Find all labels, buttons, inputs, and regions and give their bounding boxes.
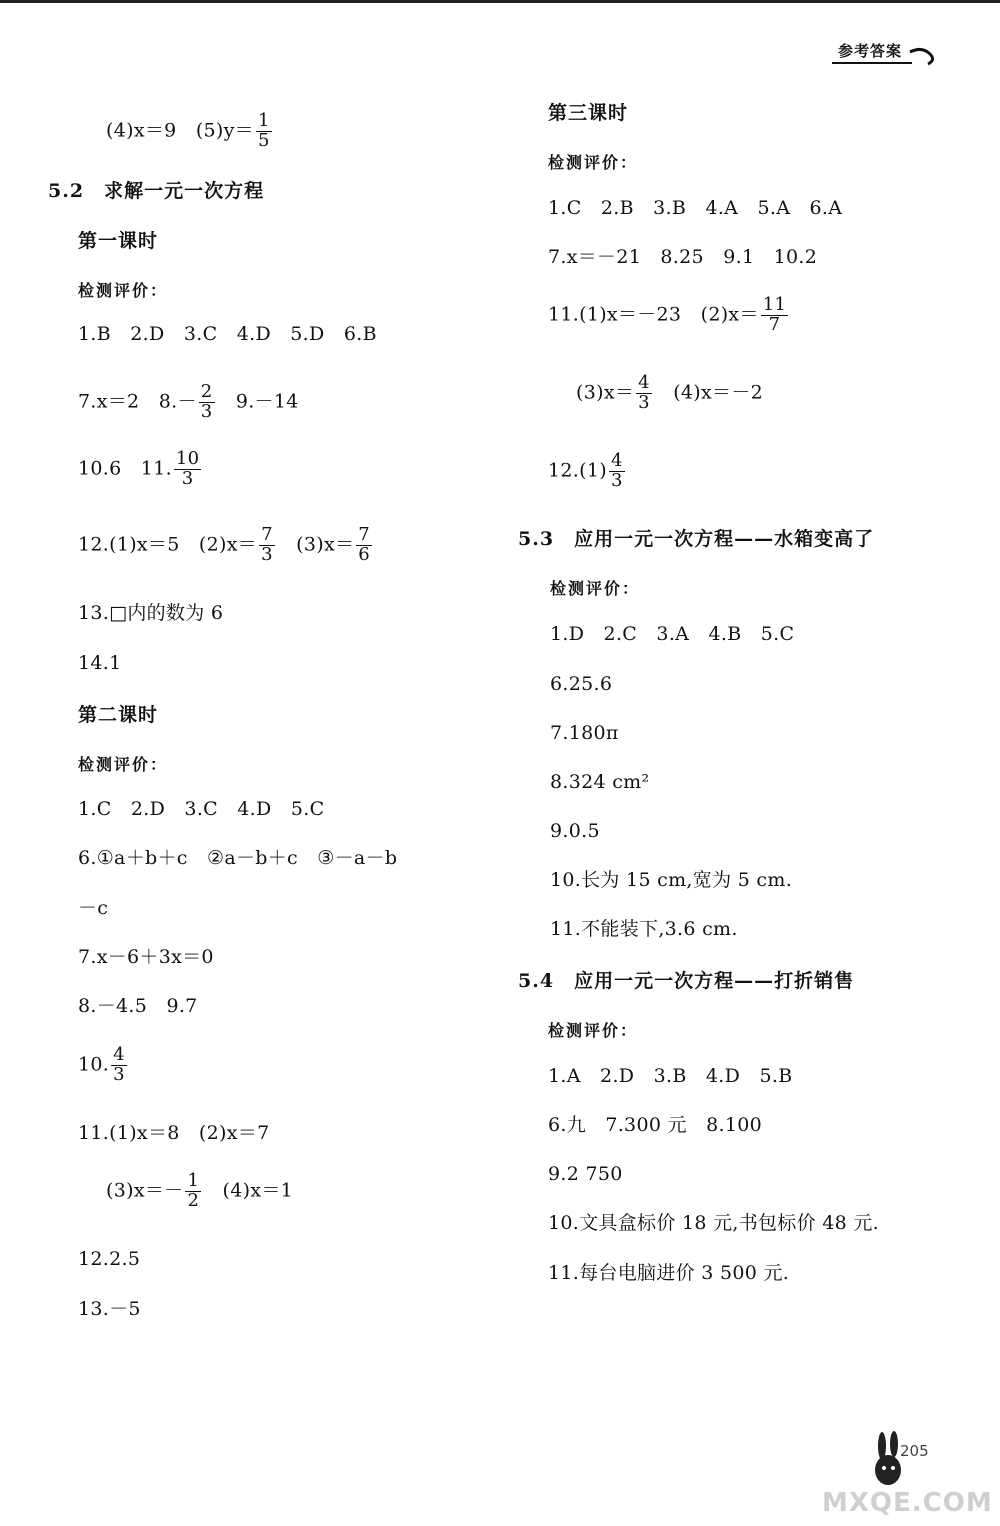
answer-line: 9.2 750 — [548, 1163, 623, 1185]
answer-line: 1.A 2.D 3.B 4.D 5.B — [548, 1065, 793, 1087]
lesson-title-2: 第二课时 — [78, 704, 159, 726]
header-underline — [832, 62, 912, 64]
answer-line: 12.(1) $\frac{4}{3}$ — [548, 450, 623, 491]
answer-line: 6.25.6 — [550, 673, 613, 695]
answer-line: 6.①a＋b＋c ②a－b＋c ③－a－b — [78, 847, 398, 869]
rabbit-mascot-icon — [868, 1430, 908, 1490]
answer-line: 10.文具盒标价 18 元,书包标价 48 元. — [548, 1212, 880, 1234]
answer-line: 9.0.5 — [550, 820, 600, 842]
section-heading-5-3: 5.3 应用一元一次方程——水箱变高了 — [518, 528, 875, 550]
fraction: $\frac{4}{3}$ — [638, 372, 650, 413]
answer-line: 11.(1)x＝－23 (2)x＝ $\frac{11}{7}$ — [548, 294, 787, 335]
answer-line: 10.长为 15 cm,宽为 5 cm. — [550, 869, 793, 891]
answer-line: 10.6 11. $\frac{10}{3}$ — [78, 448, 200, 489]
answer-line: 1.B 2.D 3.C 4.D 5.D 6.B — [78, 323, 377, 345]
curl-arrow-icon — [908, 44, 938, 68]
fraction: $\frac{2}{3}$ — [200, 381, 213, 422]
fraction: $\frac{7}{6}$ — [358, 524, 371, 565]
evaluation-label: 检测评价： — [78, 755, 169, 774]
fraction: $\frac{1}{2}$ — [187, 1170, 200, 1211]
fraction: $\frac{1}{5}$ — [257, 110, 270, 151]
answer-line: (3)x＝－ $\frac{1}{2}$ (4)x＝1 — [106, 1170, 294, 1211]
top-rule — [0, 0, 1000, 3]
answer-line: 7.180π — [550, 722, 619, 744]
fraction: $\frac{7}{3}$ — [261, 524, 273, 565]
answer-line: －c — [78, 897, 109, 919]
evaluation-label: 检测评价： — [548, 153, 639, 172]
answer-line: 11.(1)x＝8 (2)x＝7 — [78, 1122, 270, 1144]
answer-line: 1.D 2.C 3.A 4.B 5.C — [550, 623, 795, 645]
answer-line: 6.九 7.300 元 8.100 — [548, 1114, 763, 1136]
answer-line: 1.C 2.D 3.C 4.D 5.C — [78, 798, 325, 820]
answer-line: (3)x＝ $\frac{4}{3}$ (4)x＝－2 — [576, 372, 764, 413]
answer-line: 7.x＝2 8.－ $\frac{2}{3}$ 9.－14 — [78, 381, 299, 422]
fraction: $\frac{4}{3}$ — [610, 450, 623, 491]
fraction: $\frac{4}{3}$ — [113, 1044, 125, 1085]
answer-line: 11.每台电脑进价 3 500 元. — [548, 1262, 790, 1284]
answer-line: 14.1 — [78, 652, 122, 674]
answer-line: 10. $\frac{4}{3}$ — [78, 1044, 125, 1085]
header-label: 参考答案 — [838, 42, 903, 60]
answer-line: (4)x＝9 (5)y＝ $\frac{1}{5}$ — [106, 110, 270, 151]
answer-line: 7.x＝－21 8.25 9.1 10.2 — [548, 246, 818, 268]
fraction: $\frac{10}{3}$ — [175, 448, 200, 489]
fraction: $\frac{11}{7}$ — [762, 294, 787, 335]
answer-line: 12.2.5 — [78, 1248, 141, 1270]
evaluation-label: 检测评价： — [548, 1021, 639, 1040]
lesson-title-3: 第三课时 — [548, 102, 629, 124]
answer-line: 11.不能装下,3.6 cm. — [550, 918, 738, 940]
watermark: MXQE.COM — [822, 1488, 993, 1518]
answer-line: 13.－5 — [78, 1298, 141, 1320]
answer-line: 8.324 cm² — [550, 771, 650, 793]
evaluation-label: 检测评价： — [550, 579, 641, 598]
page-number: 205 — [900, 1442, 929, 1460]
evaluation-label: 检测评价： — [78, 281, 169, 300]
answer-line: 1.C 2.B 3.B 4.A 5.A 6.A — [548, 197, 843, 219]
section-heading-5-4: 5.4 应用一元一次方程——打折销售 — [518, 970, 855, 992]
answer-line: 7.x－6＋3x＝0 — [78, 946, 214, 968]
answer-line: 13.□内的数为 6 — [78, 602, 224, 624]
answer-line: 8.－4.5 9.7 — [78, 995, 198, 1017]
lesson-title-1: 第一课时 — [78, 230, 159, 252]
answer-line: 12.(1)x＝5 (2)x＝ $\frac{7}{3}$ (3)x＝ $\frac{7}{6}$ — [78, 524, 371, 565]
section-heading-5-2: 5.2 求解一元一次方程 — [48, 180, 265, 202]
